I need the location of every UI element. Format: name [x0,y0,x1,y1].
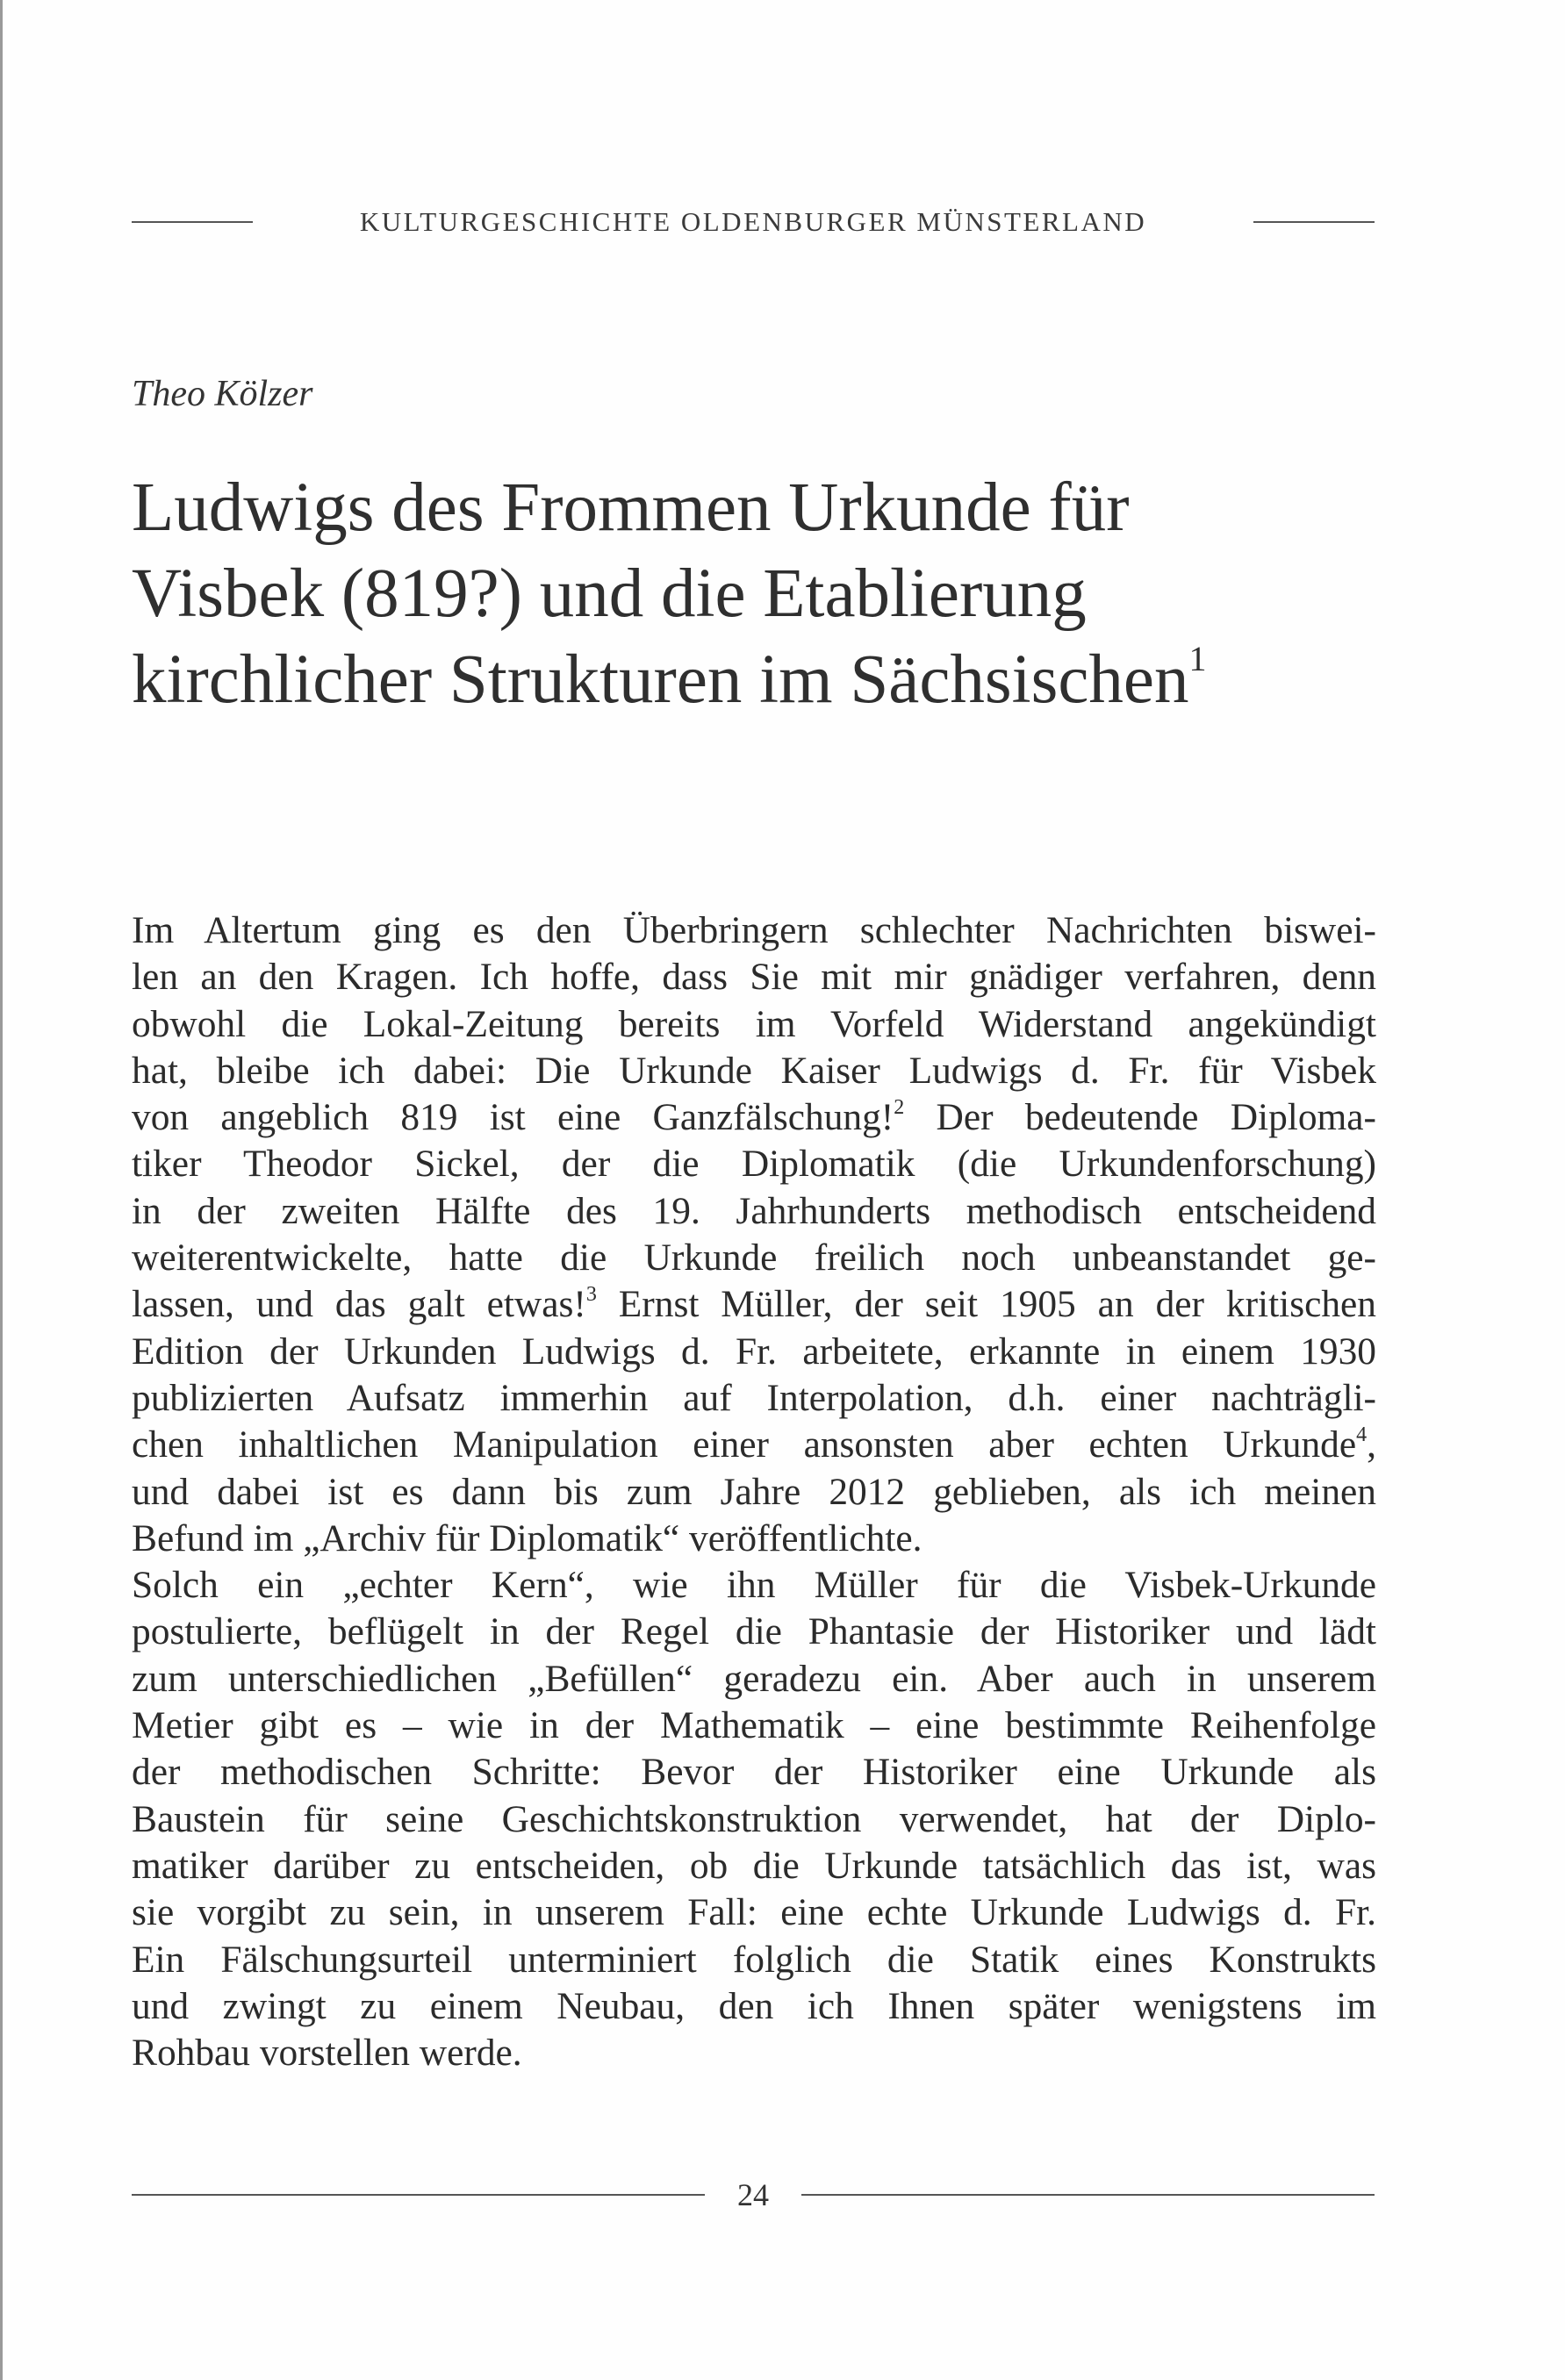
body-line: matiker darüber zu entscheiden, ob die Urkunde tatsächlich das ist, was [132,1844,1376,1887]
body-line: Ein Fälschungsurteil unterminiert folglich die Statik eines Konstrukts [132,1938,1376,1981]
body-line: zum unterschiedlichen „Befüllen“ geradezu ein. Aber auch in unserem [132,1657,1376,1700]
body-line: Baustein für seine Geschichtskonstruktion verwendet, hat der Diplo- [132,1797,1376,1840]
body-line: sie vorgibt zu sein, in unserem Fall: eine echte Urkunde Ludwigs d. Fr. [132,1891,1376,1934]
body-line: postulierte, beflügelt in der Regel die Phantasie der Historiker und lädt [132,1610,1376,1653]
body-line: und dabei ist es dann bis zum Jahre 2012 geblieben, als ich meinen [132,1470,1376,1513]
body-line: len an den Kragen. Ich hoffe, dass Sie mit mir gnädiger verfahren, denn [132,956,1376,999]
page-number: 24 [737,2177,769,2212]
header-rule-right [1253,221,1375,223]
footer-rule-left [132,2194,705,2196]
body-line: tiker Theodor Sickel, der die Diplomatik (die Urkundenforschung) [132,1143,1376,1186]
title-footnote-marker: 1 [1188,639,1207,678]
footnote-marker: 3 [585,1283,597,1307]
body-text [132,907,1376,2076]
body-line: Befund im „Archiv für Diplomatik“ veröffentlichte. [132,1516,922,1559]
body-line: Edition der Urkunden Ludwigs d. Fr. arbeitete, erkannte in einem 1930 [132,1330,1376,1373]
body-line: Im Altertum ging es den Überbringern schlechter Nachrichten biswei- [132,909,1376,951]
body-line: und zwingt zu einem Neubau, den ich Ihnen später wenigstens im [132,1984,1376,2027]
body-line: Rohbau vorstellen werde. [132,2032,522,2075]
header-rule-left [132,221,253,223]
footer-rule-right [801,2194,1375,2196]
body-line: chen inhaltlichen Manipulation einer ansonsten aber echten Urkunde$^4$, [132,1423,1376,1466]
page-edge-shadow [0,0,3,2380]
body-line: obwohl die Lokal-Zeitung bereits im Vorfeld Widerstand angekündigt [132,1002,1376,1045]
title-line: kirchlicher Strukturen im Sächsischen$^1$ [132,639,1207,718]
body-line: der methodischen Schritte: Bevor der Historiker eine Urkunde als [132,1751,1376,1794]
body-line: von angeblich 819 ist eine Ganzfälschung!$^2$ Der bedeutende Diploma- [132,1096,1377,1139]
body-line: weiterentwickelte, hatte die Urkunde freilich noch unbeanstandet ge- [132,1237,1376,1280]
page-footer [132,2173,1375,2217]
body-line: Metier gibt es – wie in der Mathematik – eine bestimmte Reihenfolge [132,1704,1376,1747]
body-line: lassen, und das galt etwas!$^3$ Ernst Müller, der seit 1905 an der kritischen [132,1283,1377,1326]
body-line: Solch ein „echter Kern“, wie ihn Müller für die Visbek-Urkunde [132,1564,1376,1607]
title-line: Visbek (819?) und die Etablierung [132,556,1087,632]
body-line: publizierten Aufsatz immerhin auf Interpolation, d.h. einer nachträgli- [132,1376,1376,1419]
body-line: hat, bleibe ich dabei: Die Urkunde Kaiser Ludwigs d. Fr. für Visbek [132,1049,1376,1092]
footnote-marker: 2 [894,1096,905,1120]
footnote-marker: 4 [1356,1423,1368,1447]
title-line: Ludwigs des Frommen Urkunde für [132,470,1130,546]
article-title [132,465,1396,723]
running-header [132,200,1375,244]
author-name: Theo Kölzer [132,374,313,414]
running-title: KULTURGESCHICHTE OLDENBURGER MÜNSTERLAND [359,206,1147,237]
body-line: in der zweiten Hälfte des 19. Jahrhunderts methodisch entscheidend [132,1189,1376,1232]
